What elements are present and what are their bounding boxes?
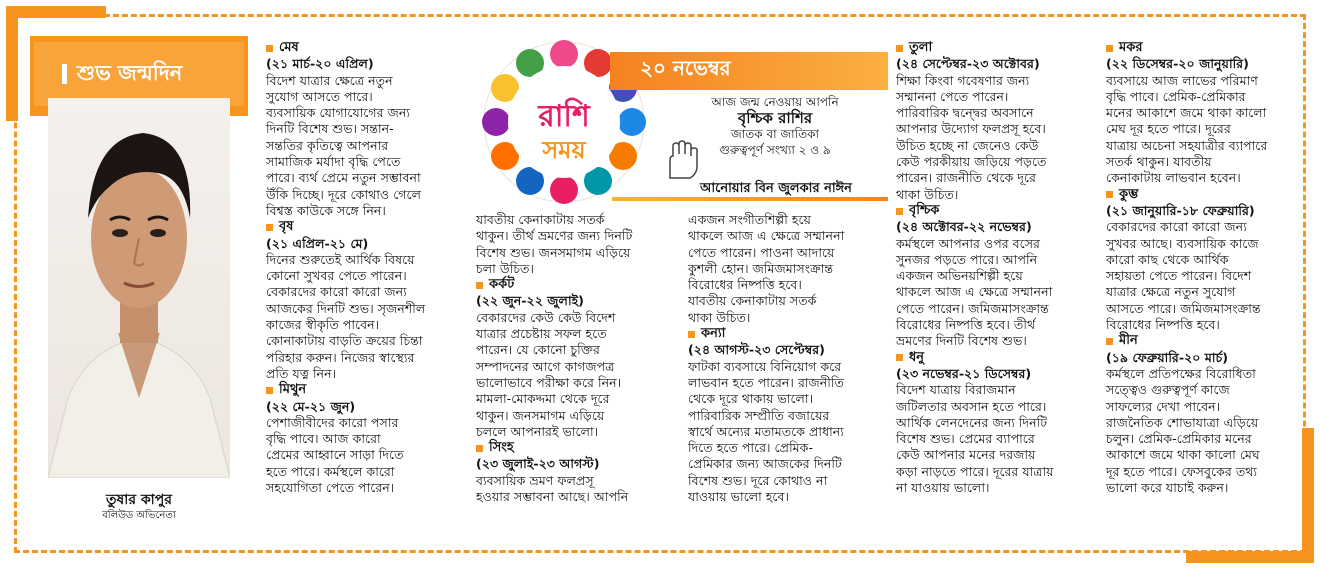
bullet-square [896,45,903,52]
info-line-4: গুরুত্বপূর্ণ সংখ্যা ২ ও ৯ [719,143,831,157]
sign-mesh [266,40,466,56]
sign-date: (২৪ আগস্ট-২৩ সেপ্টেম্বর) [688,342,825,358]
birthday-title: শুভ জন্মদিন [77,60,183,85]
sign-date: (২২ মে-২১ জুন) [266,398,356,414]
sign-singha [476,440,686,456]
sign-kanya [688,326,888,342]
corner-accent-top-left-h [6,6,106,18]
bullet-square [266,387,273,394]
sign-name: মেষ [279,40,299,55]
bullet-square [476,282,483,289]
date-banner-text: ২০ নভেম্বর [640,56,731,80]
info-line-3: জাতক বা জাতিকা [731,127,819,141]
sign-mithun [266,382,466,398]
bullet-square [266,45,273,52]
celebrity-name: তুষার কাপুর [106,492,172,508]
sign-name: কর্কট [489,277,515,293]
author-name: আনোয়ার বিন জুলকার নাঈন [700,181,852,196]
bullet-square [1106,45,1113,52]
sign-name: ধনু [909,349,925,365]
sign-date: (২১ জানুয়ারি-১৮ ফেব্রুয়ারি) [1106,202,1255,218]
sign-date: (২১ এপ্রিল-২১ মে) [266,235,369,251]
bullet-square [1106,338,1113,345]
info-line-2: বৃশ্চিক রাশির [737,109,813,127]
sign-name: কন্যা [701,326,726,342]
sign-text: পেশাজীবীদের কারো পসার বৃদ্ধি পাবে। আজ কারো প্রেমের আহ্বানে সাড়া দিতে হতে পারে। কর্মস্থলে কারো সহযোগিতা পেতে পারেন। [266,414,404,496]
sign-makar [1106,40,1306,56]
sign-text: ফাটকা ব্যবসায়ে বিনিয়োগ করে লাভবান হতে পারেন। রাজনীতি থেকে দূরে থাকায় ভালো। পারিবারিক সম্প্রীতি বজায়ের স্বার্থে অন্যের মতামতকে প্রাধান্য দিতে হতে পারে। প্রেমিক- প্রেমিকার জন্য আজকের দিনটি বিশেষ শুভ। দূরে কোথাও না যাওয়ায় ভালো হবে। [688,358,844,505]
sign-date: (২৩ জুলাই-২৩ আগস্ট) [476,456,600,472]
logo-bottom: সময় [542,136,586,164]
sign-brischik [896,203,1101,219]
sign-date: (২১ মার্চ-২০ এপ্রিল) [266,56,374,72]
portrait-illustration [48,98,230,478]
sign-brisha [266,219,466,235]
sign-text: বিদেশ যাত্রার ক্ষেত্রে নতুন সুযোগ আসতে পারে। ব্যবসায়িক যোগাযোগের জন্য দিনটি বিশেষ শুভ। সন্তান- সন্ততির কৃতিত্বে আপনার সামাজিক মর্যাদা বৃদ্ধি পেতে পারে। ব্যর্থ প্রেমে নতুন সম্ভাবনা উঁকি দিচ্ছে। দূরে কোথাও গেলে বিশ্বস্ত কাউকে সঙ্গে নিন। [266,72,422,218]
sign-text: কর্মস্থলে প্রতিপক্ষের বিরোধিতা সত্ত্বেও গুরুত্বপূর্ণ কাজে সাফল্যের দেখা পাবেন। রাজনৈতিক শোভাযাত্রা এড়িয়ে চলুন। প্রেমিক-প্রেমিকার মনের আকাশে জমে থাকা কালো মেঘ দূর হতে পারে। ফেসবুকের তথ্য ভালো করে যাচাই করুন। [1106,365,1260,496]
bullet-square [476,445,483,452]
sign-name: বৃষ [279,219,294,235]
sign-text: বেকারদের কারো কারো জন্য সুখবর আছে। ব্যবসায়িক কাজে কারো কাছ থেকে আর্থিক সহায়তা পেতে পারেন। বিদেশ যাত্রার ক্ষেত্রে নতুন সুযোগ আসতে পারে। জমিজমাসংক্রান্ত বিরোধের নিষ্পত্তি হবে। [1106,219,1261,333]
sign-text: ব্যবসায়িক ভ্রমণ ফলপ্রসূ হওয়ার সম্ভাবনা আছে। আপনি [476,472,629,505]
column-4 [896,40,1101,496]
sign-date: (২৩ নভেম্বর-২১ ডিসেম্বর) [896,365,1032,381]
sign-text: দিনের শুরুতেই আর্থিক বিষয়ে কোনো সুখবর পেতে পারেন। বেকারদের কারো কারো জন্য আজকের দিনটি শুভ। সৃজনশীল কাজের স্বীকৃতি পাবেন। কোনাকাটায় বাড়তি ক্রয়ের চিন্তা পরিহার করুন। নিজের স্বাস্থ্যের প্রতি যত্ন নিন। [266,251,426,381]
sign-text: বেকারদের কেউ কেউ বিদেশ যাত্রার প্রচেষ্টায় সফল হতে পারেন। যে কোনো চুক্তির সম্পাদনের আগে কাগজপত্র ভালোভাবে পরীক্ষা করে নিন। মামলা-মোকদ্দমা থেকে দূরে থাকুন। জনসমাগম এড়িয়ে চললে আপনারই ভালো। [476,309,622,439]
birthday-header [34,42,244,106]
bullet-square [896,208,903,215]
column-1 [266,40,466,496]
sign-name: মীন [1119,333,1138,349]
column-2 [476,212,686,505]
sign-date: (২২ জুন-২২ জুলাই) [476,293,584,309]
sign-text-continued: যাবতীয় কেনাকাটায় সতর্ক থাকুন। তীর্থ ভ্রমণের জন্য দিনটি বিশেষ শুভ। জনসমাগম এড়িয়ে চলা উচিত। [476,212,633,276]
sign-name: মিথুন [279,382,307,398]
celebrity-role: বলিউড অভিনেতা [102,510,176,521]
sign-name: তুলা [909,40,933,55]
column-5 [1106,40,1306,496]
palm-icon [662,140,704,180]
sign-meen [1106,333,1306,349]
bullet-bar [62,64,67,84]
info-line-1: আজ জন্ম নেওয়ায় আপনি [711,95,839,109]
sign-dhanu [896,350,1101,366]
sign-name: সিংহ [489,440,514,456]
sign-date: (২৪ অক্টোবর-২২ নভেম্বর) [896,219,1032,235]
sign-date: (১৯ ফেব্রুয়ারি-২০ মার্চ) [1106,349,1229,365]
corner-accent-top-left [6,6,18,121]
sign-text: কর্মস্থলে আপনার ওপর বসের সুনজর পড়তে পারে। আপনি একজন অভিনয়শিল্পী হয়ে থাকলে আজ এ ক্ষেত্রে সম্মাননা পেতে পারেন। জমিজমাসংক্রান্ত বিরোধের নিষ্পত্তি হবে। তীর্থ ভ্রমণের দিনটি বিশেষ শুভ। [896,235,1053,349]
celebrity-photo [48,98,230,478]
bullet-square [896,354,903,361]
sign-text: ব্যবসায়ে আজ লাভের পরিমাণ বৃদ্ধি পাবে। প্রেমিক-প্রেমিকার মনের আকাশে জমে থাকা কালো মেঘ দূর হতে পারে। দূরের যাত্রায় অচেনা সহযাত্রীর ব্যাপারে সতর্ক থাকুন। যাবতীয় কেনাকাটায় লাভবান হবেন। [1106,72,1268,186]
bullet-square [688,331,695,338]
sign-text: বিদেশ যাত্রায় বিরাজমান জটিলতার অবসান হতে পারে। আর্থিক লেনদেনের জন্য দিনটি বিশেষ শুভ। প্রেমের ব্যাপারে কেউ আপনার মনের দরজায় কড়া নাড়তে পারে। দূরের যাত্রায় না যাওয়ায় ভালো। [896,382,1054,496]
logo-top: রাশি [538,99,590,134]
sign-karkat [476,277,686,293]
sign-name: মকর [1119,40,1143,55]
column-3 [688,212,888,505]
sign-name: বৃশ্চিক [909,202,940,218]
header-underline [612,197,888,201]
bullet-square [1106,191,1113,198]
sign-text-continued: একজন সংগীতশিল্পী হয়ে থাকলে আজ এ ক্ষেত্রে সম্মাননা পেতে পারেন। পাওনা আদায়ে কুশলী হোন। জমিজমাসংক্রান্ত বিরোধের নিষ্পত্তি হবে। যাবতীয় কেনাকাটায় সতর্ক থাকা উচিত। [688,212,845,325]
sign-date: (২২ ডিসেম্বর-২০ জানুয়ারি) [1106,56,1249,72]
sign-kumbha [1106,187,1306,203]
corner-accent-bottom-right-h [1186,551,1314,563]
sign-tula [896,40,1101,56]
sign-name: কুম্ভ [1119,186,1139,202]
bullet-square [266,224,273,231]
sign-date: (২৪ সেপ্টেম্বর-২৩ অক্টোবর) [896,56,1040,72]
sign-text: শিক্ষা কিংবা গবেষণার জন্য সম্মাননা পেতে পারেন। পারিবারিক দ্বন্দ্বের অবসানে আপনার উদ্যোগ ফলপ্রসূ হবে। উচিত হচ্ছে না জেনেও কেউ কেউ পরকীয়ায় জড়িয়ে পড়তে পারেন। রাজনীতি থেকে দূরে থাকা উচিত। [896,72,1047,202]
